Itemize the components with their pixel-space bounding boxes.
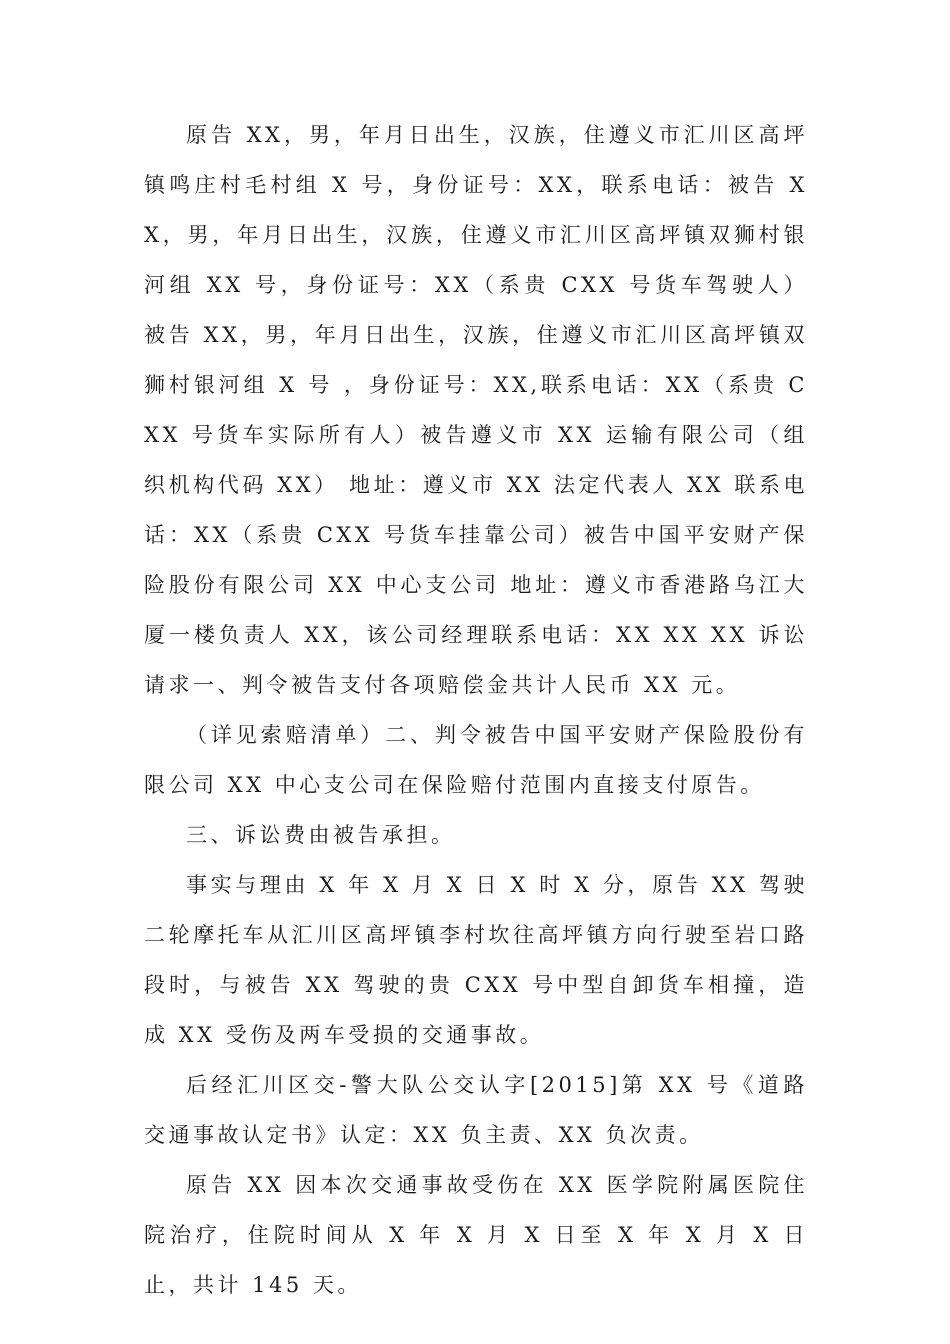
paragraph-facts: 事实与理由 X 年 X 月 X 日 X 时 X 分，原告 XX 驾驶二轮摩托车从汇川区高坪镇李村坎往高坪镇方向行驶至岩口路段时，与被告 XX 驾驶的贵 CXX 号中型自卸货车相撞，造成 XX 受伤及两车受损的交通事故。 <box>144 873 808 1047</box>
paragraph-accident-determination: 后经汇川区交-警大队公交认字[2015]第 XX 号《道路交通事故认定书》认定：XX 负主责、XX 负次责。 <box>144 1073 808 1147</box>
paragraph-claim-two: （详见索赔清单）二、判令被告中国平安财产保险股份有限公司 XX 中心支公司在保险赔付范围内直接支付原告。 <box>144 723 808 797</box>
document-body <box>144 110 808 1310</box>
paragraph-parties: 原告 XX，男，年月日出生，汉族，住遵义市汇川区高坪镇鸣庄村毛村组 X 号，身份证号：XX，联系电话：被告 XX，男，年月日出生，汉族，住遵义市汇川区高坪镇双狮村银河组 XX 号，身份证号：XX（系贵 CXX 号货车驾驶人） 被告 XX，男，年月日出生，汉族，住遵义市汇川区高坪镇双狮村银河组 X 号 ，身份证号：XX,联系电话：XX（系贵 CXX 号货车实际所有人）被告遵义市 XX 运输有限公司（组织机构代码 XX） 地址：遵义市 XX 法定代表人 XX 联系电话：XX（系贵 CXX 号货车挂靠公司）被告中国平安财产保险股份有限公司 XX 中心支公司 地址：遵义市香港路乌江大厦一楼负责人 XX，该公司经理联系电话：XX XX XX 诉讼请求一、判令被告支付各项赔偿金共计人民币 XX 元。 <box>144 123 808 697</box>
paragraph-claim-three: 三、诉讼费由被告承担。 <box>186 823 456 847</box>
paragraph-hospitalization: 原告 XX 因本次交通事故受伤在 XX 医学院附属医院住院治疗，住院时间从 X 年 X 月 X 日至 X 年 X 月 X 日止，共计 145 天。 <box>144 1173 808 1297</box>
